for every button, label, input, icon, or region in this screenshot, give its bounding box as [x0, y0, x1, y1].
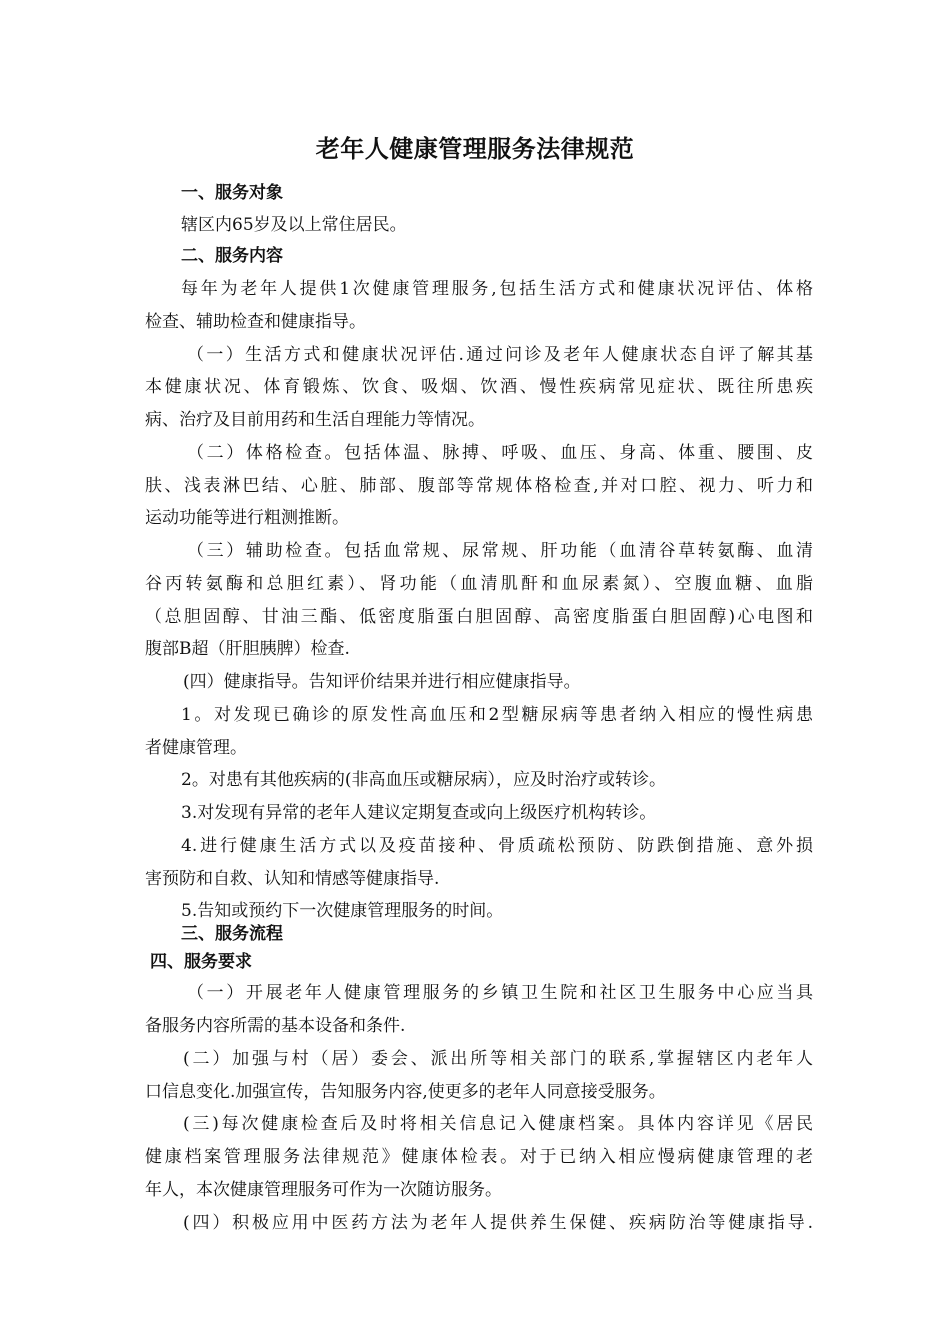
paragraph-line: 2。对患有其他疾病的(非高血压或糖尿病），应及时治疗或转诊。 [181, 770, 666, 790]
paragraph-line: 4.进行健康生活方式以及疫苗接种、骨质疏松预防、防跌倒措施、意外损 [181, 836, 813, 856]
paragraph-line: (四）健康指导。告知评价结果并进行相应健康指导。 [183, 672, 581, 692]
paragraph-line: 年人，本次健康管理服务可作为一次随访服务。 [145, 1180, 502, 1200]
section-heading-service-requirements: 四、服务要求 [150, 952, 252, 972]
paragraph-line: （总胆固醇、甘油三酯、低密度脂蛋白胆固醇、高密度脂蛋白胆固醇)心电图和 [145, 607, 813, 627]
paragraph-line: (四）积极应用中医药方法为老年人提供养生保健、疾病防治等健康指导. [183, 1213, 813, 1233]
paragraph-line: 运动功能等进行粗测推断。 [145, 508, 349, 528]
paragraph-line: 检查、辅助检查和健康指导。 [145, 312, 366, 332]
paragraph-line: （一）生活方式和健康状况评估.通过问诊及老年人健康状态自评了解其基 [187, 345, 813, 365]
paragraph-line: 病、治疗及目前用药和生活自理能力等情况。 [145, 410, 485, 430]
paragraph-line: 1。对发现已确诊的原发性高血压和2型糖尿病等患者纳入相应的慢性病患 [181, 705, 813, 725]
paragraph-line: （一）开展老年人健康管理服务的乡镇卫生院和社区卫生服务中心应当具 [187, 983, 813, 1003]
paragraph-line: 谷丙转氨酶和总胆红素）、肾功能（血清肌酐和血尿素氮）、空腹血糖、血脂 [145, 574, 813, 594]
section-heading-service-target: 一、服务对象 [181, 183, 283, 203]
paragraph-line: 每年为老年人提供1次健康管理服务,包括生活方式和健康状况评估、体格 [181, 279, 813, 299]
paragraph-line: （二）体格检查。包括体温、脉搏、呼吸、血压、身高、体重、腰围、皮 [187, 443, 813, 463]
paragraph-line: (二）加强与村（居）委会、派出所等相关部门的联系,掌握辖区内老年人 [183, 1049, 813, 1069]
paragraph-line: 腹部B超（肝胆胰脾）检查. [145, 639, 350, 659]
paragraph-line: 本健康状况、体育锻炼、饮食、吸烟、饮酒、慢性疾病常见症状、既往所患疾 [145, 377, 813, 397]
paragraph-line: 备服务内容所需的基本设备和条件. [145, 1016, 406, 1036]
document-title: 老年人健康管理服务法律规范 [315, 135, 635, 163]
paragraph-line: 3.对发现有异常的老年人建议定期复查或向上级医疗机构转诊。 [181, 803, 657, 823]
section-heading-service-content: 二、服务内容 [181, 246, 283, 266]
paragraph-line: （三）辅助检查。包括血常规、尿常规、肝功能（血清谷草转氨酶、血清 [187, 541, 813, 561]
paragraph-line: 害预防和自救、认知和情感等健康指导. [145, 869, 440, 889]
paragraph-line: 健康档案管理服务法律规范》健康体检表。对于已纳入相应慢病健康管理的老 [145, 1147, 813, 1167]
paragraph-line: 肤、浅表淋巴结、心脏、肺部、腹部等常规体格检查,并对口腔、视力、听力和 [145, 476, 813, 496]
paragraph-line: 口信息变化.加强宣传，告知服务内容,使更多的老年人同意接受服务。 [145, 1082, 666, 1102]
paragraph-line: 者健康管理。 [145, 738, 247, 758]
paragraph-line: (三)每次健康检查后及时将相关信息记入健康档案。具体内容详见《居民 [183, 1114, 813, 1134]
section-heading-service-process: 三、服务流程 [181, 924, 283, 944]
paragraph-line: 5.告知或预约下一次健康管理服务的时间。 [181, 901, 504, 921]
paragraph-line: 辖区内65岁及以上常住居民。 [181, 215, 407, 235]
